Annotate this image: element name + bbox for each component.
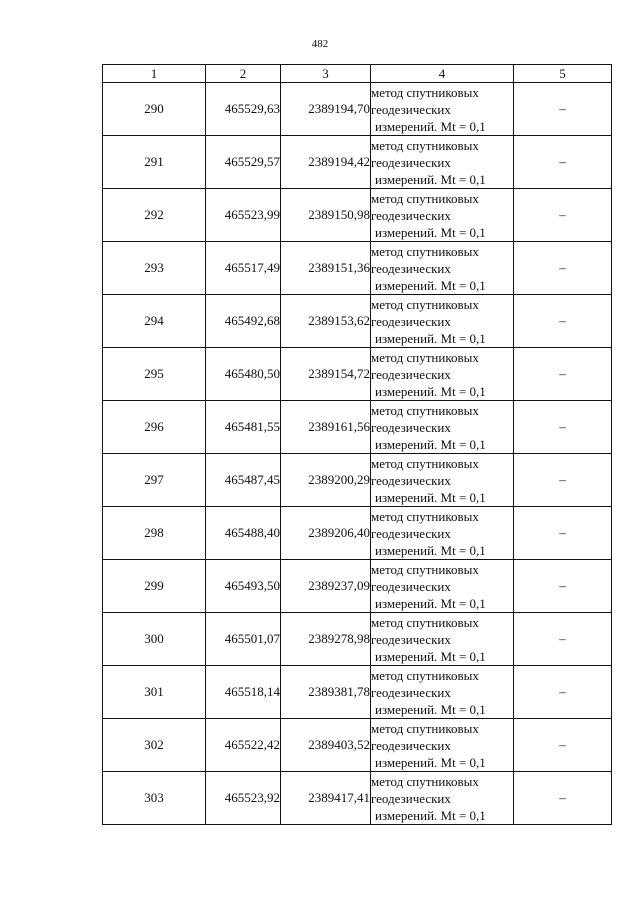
method-line: метод спутниковых <box>371 84 479 100</box>
table-row <box>103 560 612 613</box>
point-number-cell: 301 <box>103 666 206 719</box>
x-coordinate-cell: 465488,40 <box>206 507 281 560</box>
y-coordinate-cell: 2389200,29 <box>281 454 371 507</box>
x-coordinate-cell: 465529,57 <box>206 136 281 189</box>
method-line: измерений. Mt = 0,1 <box>375 224 486 240</box>
x-coordinate-cell: 465523,99 <box>206 189 281 242</box>
point-number-cell: 300 <box>103 613 206 666</box>
x-coordinate-cell: 465480,50 <box>206 348 281 401</box>
method-cell <box>371 666 514 719</box>
point-number-cell: 295 <box>103 348 206 401</box>
note-cell: – <box>514 560 612 613</box>
method-cell <box>371 189 514 242</box>
point-number-cell: 297 <box>103 454 206 507</box>
column-header-5: 5 <box>514 65 612 83</box>
method-line: измерений. Mt = 0,1 <box>375 330 486 346</box>
method-line: измерений. Mt = 0,1 <box>375 542 486 558</box>
x-coordinate-cell: 465501,07 <box>206 613 281 666</box>
method-cell <box>371 772 514 825</box>
method-line: метод спутниковых <box>371 508 479 524</box>
table-body <box>103 83 612 825</box>
y-coordinate-cell: 2389151,36 <box>281 242 371 295</box>
method-line: измерений. Mt = 0,1 <box>375 648 486 664</box>
method-cell <box>371 719 514 772</box>
method-cell <box>371 83 514 136</box>
y-coordinate-cell: 2389278,98 <box>281 613 371 666</box>
method-cell <box>371 560 514 613</box>
note-cell: – <box>514 613 612 666</box>
method-line: геодезических <box>371 737 451 753</box>
y-coordinate-cell: 2389403,52 <box>281 719 371 772</box>
point-number-cell: 302 <box>103 719 206 772</box>
method-line: геодезических <box>371 684 451 700</box>
table-row <box>103 189 612 242</box>
coordinates-table <box>102 64 612 825</box>
method-line: геодезических <box>371 154 451 170</box>
method-line: метод спутниковых <box>371 561 479 577</box>
point-number-cell: 298 <box>103 507 206 560</box>
method-cell <box>371 136 514 189</box>
note-cell: – <box>514 772 612 825</box>
table-row <box>103 136 612 189</box>
method-cell <box>371 507 514 560</box>
point-number-cell: 293 <box>103 242 206 295</box>
table-row <box>103 242 612 295</box>
table-row <box>103 348 612 401</box>
y-coordinate-cell: 2389206,40 <box>281 507 371 560</box>
method-line: метод спутниковых <box>371 137 479 153</box>
method-cell <box>371 454 514 507</box>
method-line: метод спутниковых <box>371 667 479 683</box>
method-line: геодезических <box>371 313 451 329</box>
x-coordinate-cell: 465522,42 <box>206 719 281 772</box>
note-cell: – <box>514 242 612 295</box>
method-cell <box>371 613 514 666</box>
method-line: метод спутниковых <box>371 455 479 471</box>
note-cell: – <box>514 295 612 348</box>
page-number: 482 <box>311 38 329 50</box>
table-header-row <box>103 65 612 83</box>
column-header-3: 3 <box>281 65 371 83</box>
method-line: измерений. Mt = 0,1 <box>375 383 486 399</box>
y-coordinate-cell: 2389194,70 <box>281 83 371 136</box>
method-cell <box>371 242 514 295</box>
method-line: метод спутниковых <box>371 773 479 789</box>
y-coordinate-cell: 2389194,42 <box>281 136 371 189</box>
table-row <box>103 401 612 454</box>
method-line: геодезических <box>371 366 451 382</box>
method-line: измерений. Mt = 0,1 <box>375 807 486 823</box>
table-row <box>103 295 612 348</box>
table-row <box>103 772 612 825</box>
method-line: геодезических <box>371 525 451 541</box>
method-line: геодезических <box>371 260 451 276</box>
point-number-cell: 294 <box>103 295 206 348</box>
note-cell: – <box>514 719 612 772</box>
x-coordinate-cell: 465493,50 <box>206 560 281 613</box>
method-line: геодезических <box>371 472 451 488</box>
column-header-2: 2 <box>206 65 281 83</box>
method-line: геодезических <box>371 631 451 647</box>
x-coordinate-cell: 465492,68 <box>206 295 281 348</box>
method-cell <box>371 401 514 454</box>
note-cell: – <box>514 189 612 242</box>
table-row <box>103 719 612 772</box>
table-row <box>103 454 612 507</box>
x-coordinate-cell: 465481,55 <box>206 401 281 454</box>
x-coordinate-cell: 465529,63 <box>206 83 281 136</box>
table-row <box>103 613 612 666</box>
method-line: измерений. Mt = 0,1 <box>375 277 486 293</box>
table-row <box>103 83 612 136</box>
method-line: геодезических <box>371 578 451 594</box>
method-line: измерений. Mt = 0,1 <box>375 118 486 134</box>
x-coordinate-cell: 465517,49 <box>206 242 281 295</box>
y-coordinate-cell: 2389237,09 <box>281 560 371 613</box>
table-row <box>103 666 612 719</box>
method-line: метод спутниковых <box>371 296 479 312</box>
y-coordinate-cell: 2389161,56 <box>281 401 371 454</box>
point-number-cell: 296 <box>103 401 206 454</box>
note-cell: – <box>514 507 612 560</box>
method-cell <box>371 348 514 401</box>
column-header-4: 4 <box>371 65 514 83</box>
y-coordinate-cell: 2389153,62 <box>281 295 371 348</box>
method-line: геодезических <box>371 790 451 806</box>
method-line: измерений. Mt = 0,1 <box>375 701 486 717</box>
method-line: метод спутниковых <box>371 243 479 259</box>
note-cell: – <box>514 401 612 454</box>
note-cell: – <box>514 136 612 189</box>
method-line: измерений. Mt = 0,1 <box>375 489 486 505</box>
column-header-1: 1 <box>103 65 206 83</box>
y-coordinate-cell: 2389154,72 <box>281 348 371 401</box>
method-line: измерений. Mt = 0,1 <box>375 754 486 770</box>
method-line: измерений. Mt = 0,1 <box>375 171 486 187</box>
y-coordinate-cell: 2389381,78 <box>281 666 371 719</box>
table-row <box>103 507 612 560</box>
method-line: геодезических <box>371 207 451 223</box>
x-coordinate-cell: 465518,14 <box>206 666 281 719</box>
y-coordinate-cell: 2389417,41 <box>281 772 371 825</box>
method-line: измерений. Mt = 0,1 <box>375 436 486 452</box>
point-number-cell: 292 <box>103 189 206 242</box>
point-number-cell: 303 <box>103 772 206 825</box>
x-coordinate-cell: 465487,45 <box>206 454 281 507</box>
note-cell: – <box>514 348 612 401</box>
point-number-cell: 299 <box>103 560 206 613</box>
method-line: геодезических <box>371 101 451 117</box>
method-line: метод спутниковых <box>371 349 479 365</box>
method-line: геодезических <box>371 419 451 435</box>
method-line: измерений. Mt = 0,1 <box>375 595 486 611</box>
method-line: метод спутниковых <box>371 720 479 736</box>
note-cell: – <box>514 454 612 507</box>
y-coordinate-cell: 2389150,98 <box>281 189 371 242</box>
method-cell <box>371 295 514 348</box>
note-cell: – <box>514 666 612 719</box>
point-number-cell: 290 <box>103 83 206 136</box>
point-number-cell: 291 <box>103 136 206 189</box>
method-line: метод спутниковых <box>371 190 479 206</box>
x-coordinate-cell: 465523,92 <box>206 772 281 825</box>
method-line: метод спутниковых <box>371 402 479 418</box>
method-line: метод спутниковых <box>371 614 479 630</box>
note-cell: – <box>514 83 612 136</box>
